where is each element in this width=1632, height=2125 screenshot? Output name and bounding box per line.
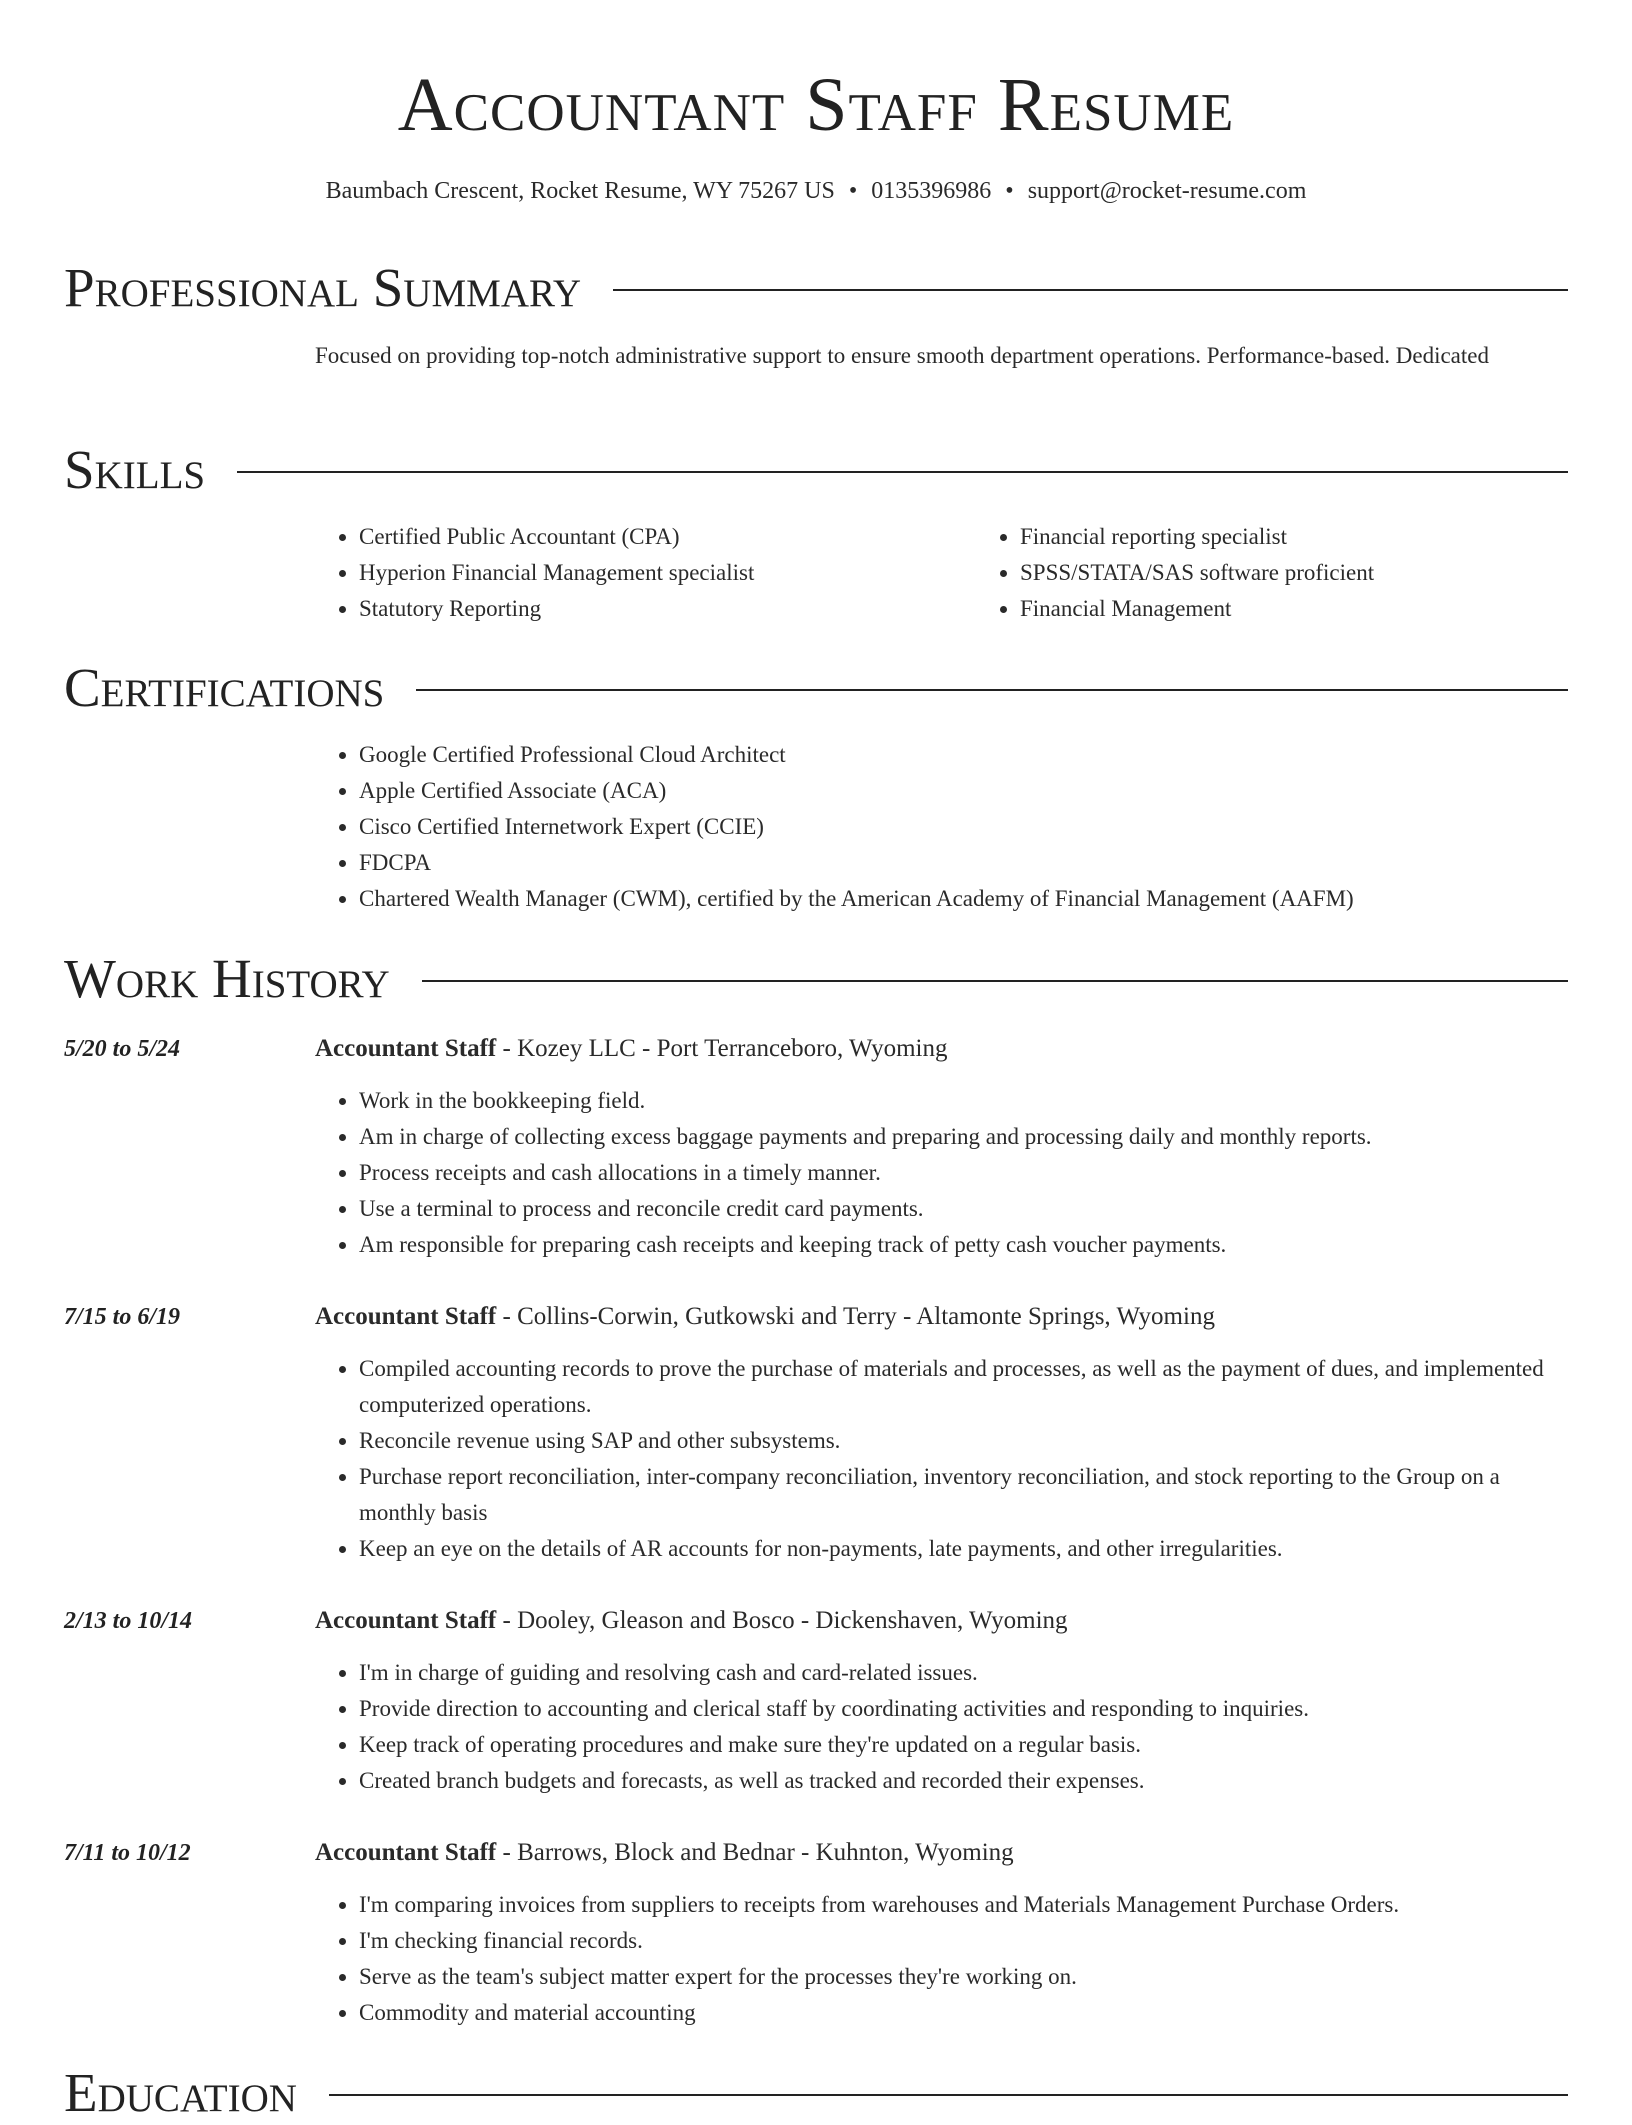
certification-item: • Google Certified Professional Cloud Architect: [359, 737, 1568, 773]
certification-item: • FDCPA: [359, 845, 1568, 881]
job-title-line: [315, 1604, 1568, 1638]
job-duty-item: • Created branch budgets and forecasts, as well as tracked and recorded their expenses.: [359, 1763, 1568, 1799]
job-duty-item: • Keep track of operating procedures and make sure they're updated on a regular basis.: [359, 1727, 1568, 1763]
job-duties: [315, 1083, 1568, 1263]
skill-item: • Financial Management: [1020, 591, 1632, 627]
job-company: - Kozey LLC - Port Terranceboro, Wyoming: [496, 1035, 948, 1062]
summary-section-header: [64, 256, 1568, 320]
job-duty-item: • Process receipts and cash allocations in a timely manner.: [359, 1155, 1568, 1191]
bullet-separator: •: [1005, 178, 1014, 204]
job-duty-item: • Work in the bookkeeping field.: [359, 1083, 1568, 1119]
section-divider: [416, 689, 1568, 691]
job-company: - Collins-Corwin, Gutkowski and Terry - Altamonte Springs, Wyoming: [496, 1303, 1215, 1330]
job-duty-item: • Commodity and material accounting: [359, 1995, 1568, 2031]
contact-email: support@rocket-resume.com: [1027, 178, 1307, 204]
job-entry: [315, 1836, 1568, 2031]
skills-column-left: [315, 519, 976, 627]
job-title-line: [315, 1836, 1568, 1870]
job-duties: [315, 1655, 1568, 1799]
job-title-line: [315, 1032, 1568, 1066]
job-dates: 2/13 to 10/14: [64, 1608, 193, 1634]
section-divider: [613, 289, 1568, 291]
job-dates: 7/11 to 10/12: [64, 1840, 191, 1866]
skill-item: • Statutory Reporting: [359, 591, 976, 627]
job-duties: [315, 1887, 1568, 2031]
job-title-line: [315, 1300, 1568, 1334]
job-duty-item: • Use a terminal to process and reconcile credit card payments.: [359, 1191, 1568, 1227]
job-entry: [315, 1300, 1568, 1567]
skill-item: • Certified Public Accountant (CPA): [359, 519, 976, 555]
summary-text: Focused on providing top-notch administrative support to ensure smooth department operations. Performance-based. Dedicated: [315, 343, 1489, 368]
certification-item: • Cisco Certified Internetwork Expert (CCIE): [359, 809, 1568, 845]
job-duty-item: • Purchase report reconciliation, inter-company reconciliation, inventory reconciliation, and stock reporting to the Group on a monthly basis: [359, 1459, 1568, 1531]
section-divider: [237, 471, 1568, 473]
job-role: Accountant Staff: [315, 1839, 497, 1866]
job-duty-item: • Keep an eye on the details of AR accounts for non-payments, late payments, and other irregularities.: [359, 1531, 1568, 1567]
job-duty-item: • I'm checking financial records.: [359, 1923, 1568, 1959]
certification-item: • Apple Certified Associate (ACA): [359, 773, 1568, 809]
job-duty-item: • I'm in charge of guiding and resolving cash and card-related issues.: [359, 1655, 1568, 1691]
job-duty-item: • Reconcile revenue using SAP and other subsystems.: [359, 1423, 1568, 1459]
skills-column-right: [976, 519, 1632, 627]
bullet-separator: •: [848, 178, 858, 204]
job-duty-item: • Serve as the team's subject matter expert for the processes they're working on.: [359, 1959, 1568, 1995]
job-duties: [315, 1351, 1568, 1567]
contact-line: [0, 174, 1632, 208]
certifications-list: [315, 737, 1568, 917]
job-duty-item: • Compiled accounting records to prove the purchase of materials and processes, as well as the payment of dues, and implemented computerized operations.: [359, 1351, 1568, 1423]
job-duty-item: • Am in charge of collecting excess baggage payments and preparing and processing daily and monthly reports.: [359, 1119, 1568, 1155]
job-role: Accountant Staff: [315, 1035, 497, 1062]
job-duty-item: • Am responsible for preparing cash receipts and keeping track of petty cash voucher payments.: [359, 1227, 1568, 1263]
section-title-education: Education: [64, 2062, 297, 2123]
job-company: - Barrows, Block and Bednar - Kuhnton, Wyoming: [496, 1839, 1014, 1866]
work-history-section-header: [64, 947, 1568, 1011]
skill-item: • Financial reporting specialist: [1020, 519, 1632, 555]
job-role: Accountant Staff: [315, 1607, 497, 1634]
job-dates: 7/15 to 6/19: [64, 1304, 181, 1330]
skills-section-header: [64, 438, 1568, 502]
section-title-skills: Skills: [64, 439, 206, 500]
skills-list: [315, 519, 1568, 627]
contact-address: Baumbach Crescent, Rocket Resume, WY 75267 US: [325, 178, 835, 204]
job-duty-item: • I'm comparing invoices from suppliers to receipts from warehouses and Materials Management Purchase Orders.: [359, 1887, 1568, 1923]
contact-phone: 0135396986: [871, 178, 992, 204]
section-divider: [422, 980, 1568, 982]
job-company: - Dooley, Gleason and Bosco - Dickenshaven, Wyoming: [496, 1607, 1068, 1634]
section-title-certifications: Certifications: [64, 657, 385, 718]
job-dates: 5/20 to 5/24: [64, 1036, 181, 1062]
certifications-section-header: [64, 656, 1568, 720]
skill-item: • Hyperion Financial Management specialist: [359, 555, 976, 591]
section-divider: [329, 2094, 1568, 2096]
job-role: Accountant Staff: [315, 1303, 497, 1330]
skill-item: • SPSS/STATA/SAS software proficient: [1020, 555, 1632, 591]
education-section-header: [64, 2061, 1568, 2125]
job-entry: [315, 1604, 1568, 1799]
certification-item: • Chartered Wealth Manager (CWM), certified by the American Academy of Financial Management (AAFM): [359, 881, 1568, 917]
page-title: Accountant Staff Resume: [397, 63, 1235, 147]
section-title-work-history: Work History: [64, 948, 390, 1009]
job-entry: [315, 1032, 1568, 1263]
job-duty-item: • Provide direction to accounting and clerical staff by coordinating activities and responding to inquiries.: [359, 1691, 1568, 1727]
section-title-summary: Professional Summary: [64, 257, 582, 318]
